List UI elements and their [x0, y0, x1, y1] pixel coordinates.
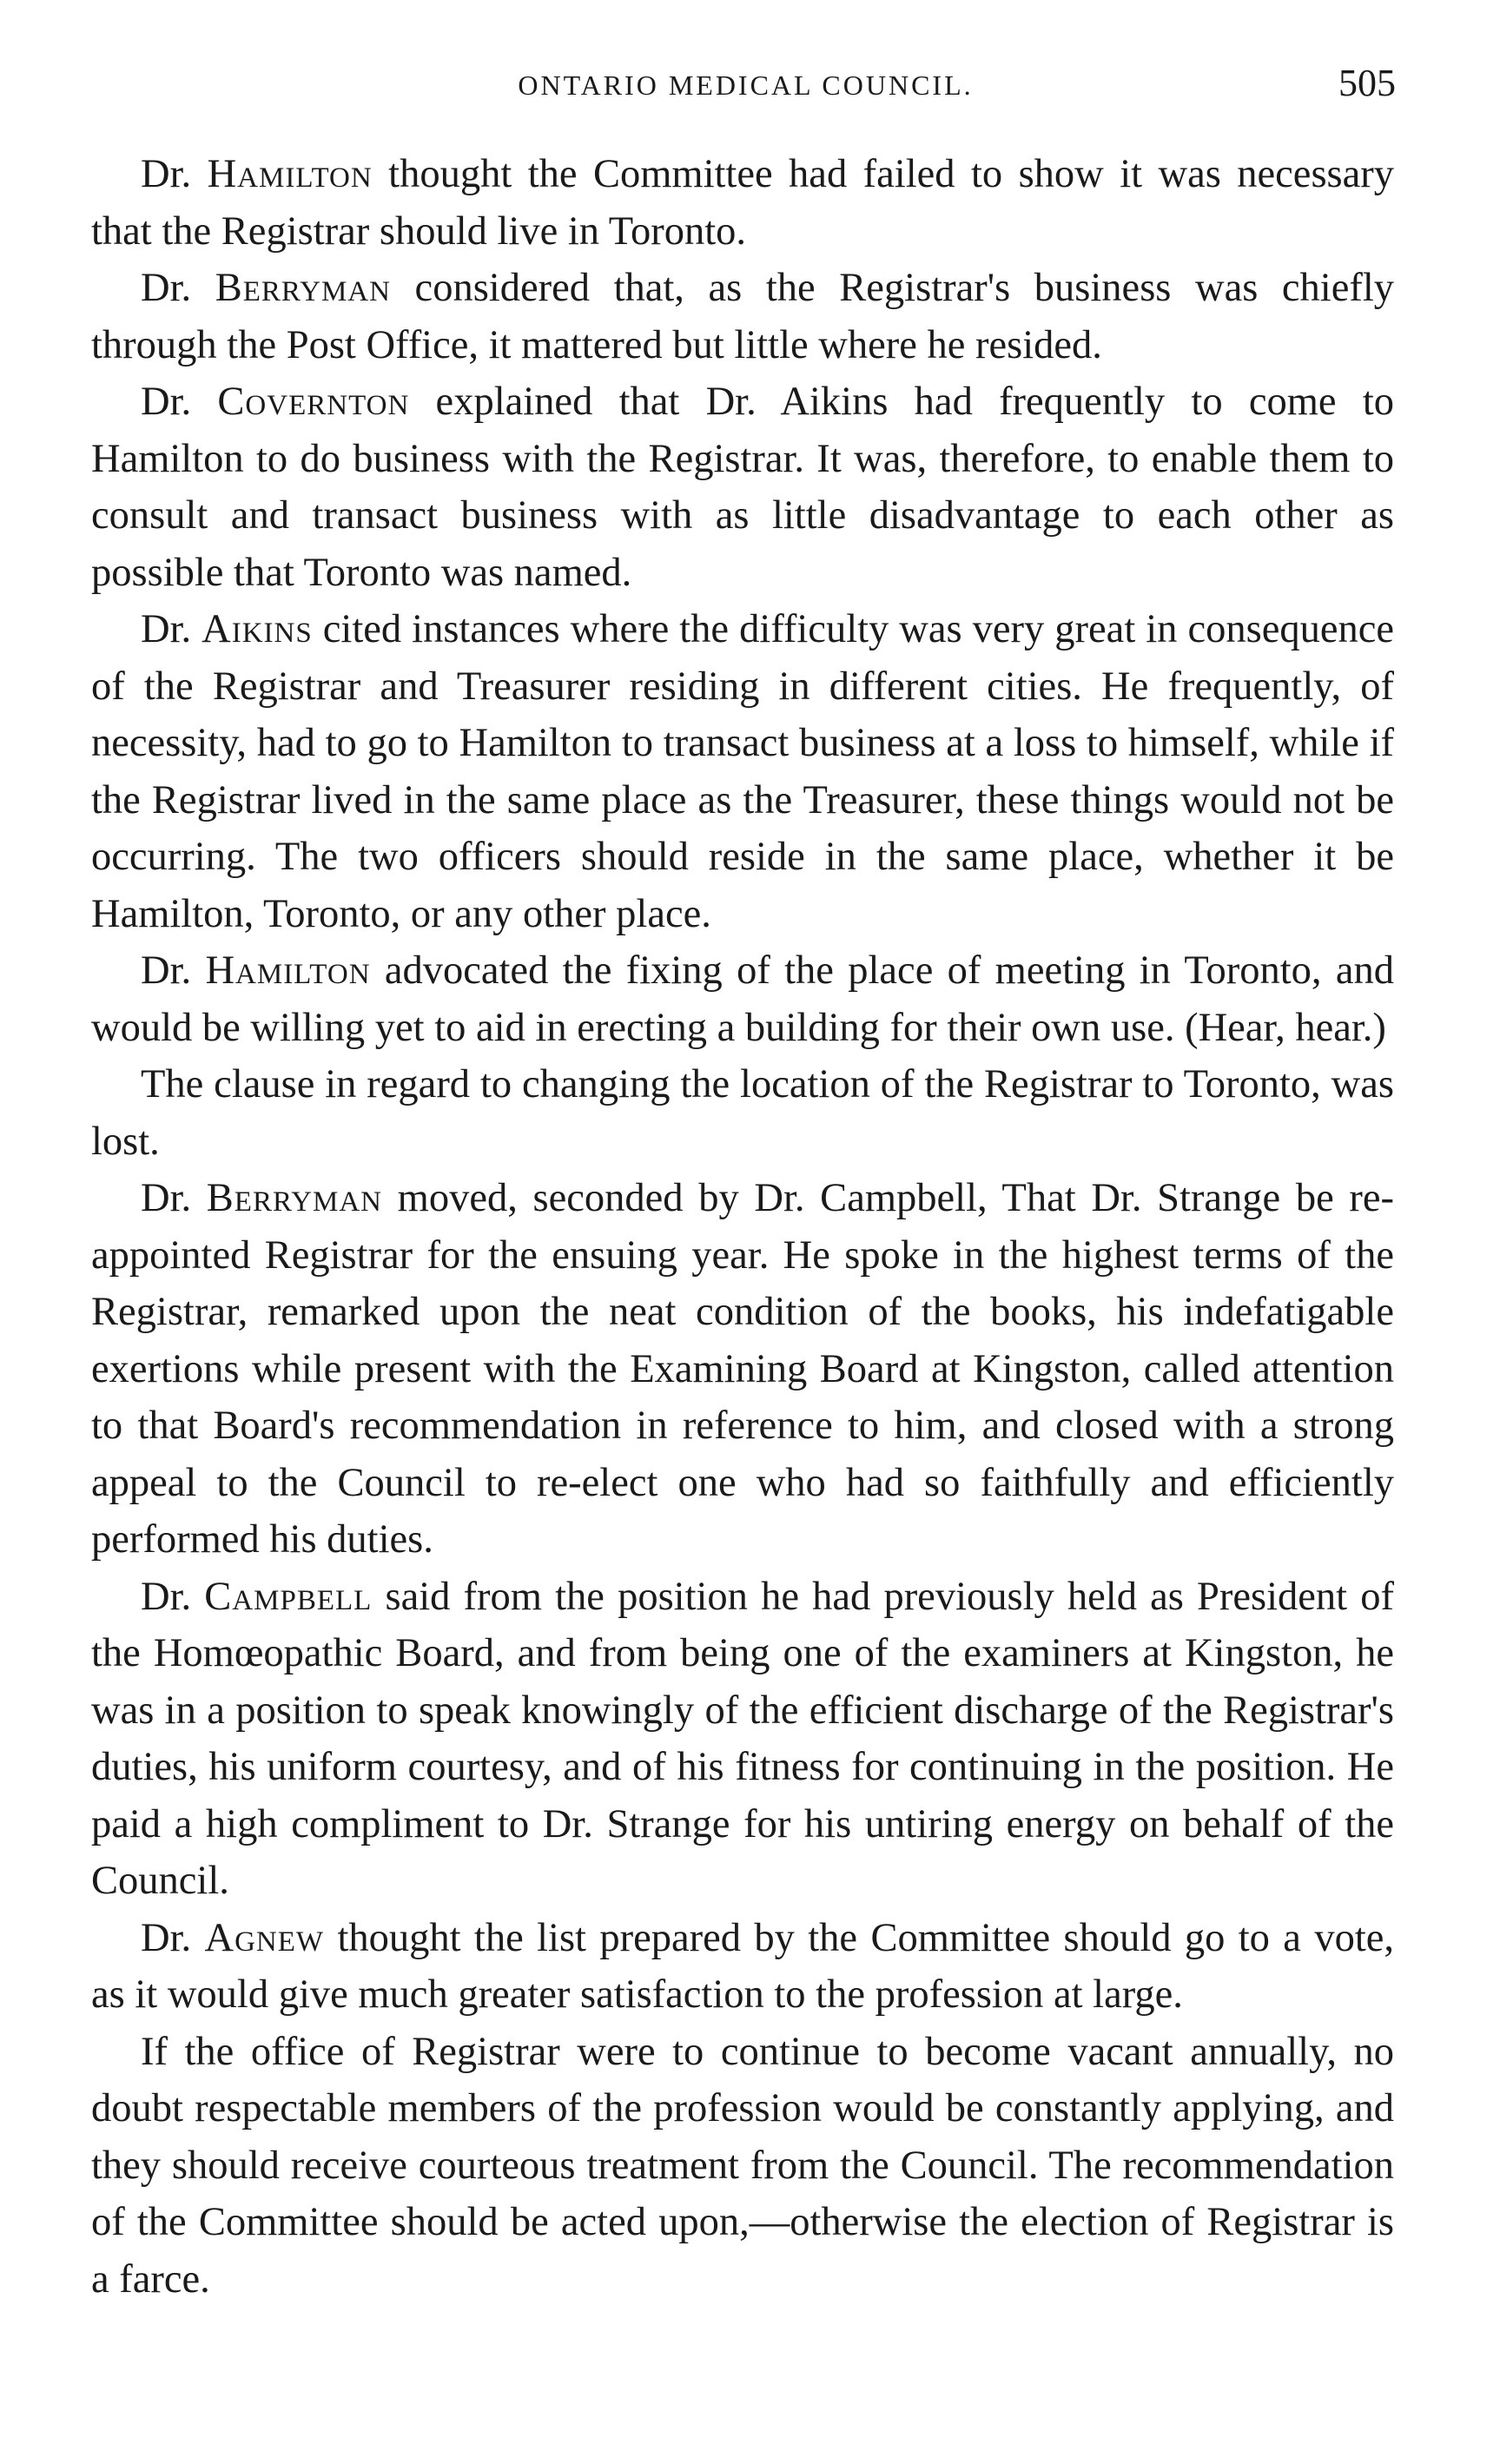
speaker-prefix: Dr. — [141, 1176, 207, 1220]
paragraph-berryman-2 — [91, 1170, 1394, 1569]
speaker-name: Aikins — [202, 607, 313, 651]
speaker-name: Agnew — [204, 1915, 325, 1960]
speaker-prefix: Dr. — [141, 607, 202, 651]
paragraph-text: thought the list prepared by the Committee should go to a vote, as it would give much greater satisfaction to the profession at large. — [91, 1915, 1395, 2017]
speaker-name: Berryman — [206, 1176, 383, 1220]
speaker-prefix: Dr. — [141, 1915, 205, 1960]
speaker-name: Covernton — [217, 380, 410, 424]
speaker-prefix: Dr. — [141, 1574, 205, 1619]
speaker-name: Berryman — [215, 266, 391, 310]
paragraph-text: advocated the fixing of the place of meeting in Toronto, and would be willing yet to aid in erecting a building for their own use. (Hear, hear.) — [91, 948, 1395, 1050]
speaker-prefix: Dr. — [141, 948, 206, 993]
paragraph-text: considered that, as the Registrar's business was chiefly through the Post Office, it mattered but little where he resided. — [91, 266, 1395, 367]
paragraph-office-vacant — [91, 2024, 1394, 2309]
paragraph-text: moved, seconded by Dr. Campbell, That Dr. Strange be re-appointed Registrar for the ensuing year. He spoke in the highest terms of the Registrar, remarked upon the neat condition of the books, his indefatigable exertions while present with the Examining Board at Kingston, called attention to that Board's recommendation in reference to him, and closed with a strong appeal to the Council to re-elect one who had so faithfully and efficiently performed his duties. — [91, 1176, 1394, 1562]
paragraph-covernton — [91, 373, 1394, 601]
paragraph-text: cited instances where the difficulty was very great in consequence of the Registrar and Treasurer residing in different cities. He frequently, of necessity, had to go to Hamilton to transact business at a loss to himself, while if the Registrar lived in the same place as the Treasurer, these things would not be occurring. The two officers should reside in the same place, whether it be Hamilton, Toronto, or any other place. — [91, 607, 1394, 936]
running-title: ONTARIO MEDICAL COUNCIL. — [518, 69, 974, 101]
paragraph-text: said from the position he had previously held as President of the Homœopathic Board, and from being one of the examiners at Kingston, he was in a position to speak knowingly of the efficient discharge of the Registrar's duties, his uniform courtesy, and of his fitness for continuing in the position. He paid a high compliment to Dr. Strange for his untiring energy on behalf of the Council. — [91, 1574, 1394, 1903]
paragraph-agnew — [91, 1910, 1394, 2024]
paragraph-clause-lost — [91, 1056, 1394, 1170]
speaker-prefix: Dr. — [141, 266, 215, 310]
paragraph-text: explained that Dr. Aikins had frequently to come to Hamilton to do business with the Registrar. It was, therefore, to enable them to consult and transact business with as little disadvantage to each other as possible that Toronto was named. — [91, 380, 1394, 595]
running-head — [96, 54, 1396, 115]
speaker-name: Campbell — [204, 1574, 373, 1619]
paragraph-text: If the office of Registrar were to continue to become vacant annually, no doubt respectable members of the profession would be constantly applying, and they should receive courteous treatment from the Council. The recommendation of the Committee should be acted upon,—otherwise the election of Registrar is a farce. — [91, 2029, 1394, 2302]
paragraph-berryman-1 — [91, 260, 1394, 373]
speaker-name: Hamilton — [205, 948, 371, 993]
speaker-prefix: Dr. — [141, 380, 218, 424]
paragraph-aikins — [91, 601, 1394, 942]
speaker-name: Hamilton — [207, 152, 373, 196]
paragraph-hamilton-1 — [91, 146, 1394, 260]
paragraph-hamilton-2 — [91, 942, 1394, 1056]
paragraph-text: The clause in regard to changing the location of the Registrar to Toronto, was lost. — [91, 1062, 1394, 1164]
page-number: 505 — [1338, 62, 1396, 104]
paragraph-text: thought the Committee had failed to show it was necessary that the Registrar should live in Toronto. — [91, 152, 1395, 254]
speaker-prefix: Dr. — [141, 152, 208, 196]
body-text — [91, 146, 1394, 2308]
paragraph-campbell — [91, 1569, 1394, 1910]
